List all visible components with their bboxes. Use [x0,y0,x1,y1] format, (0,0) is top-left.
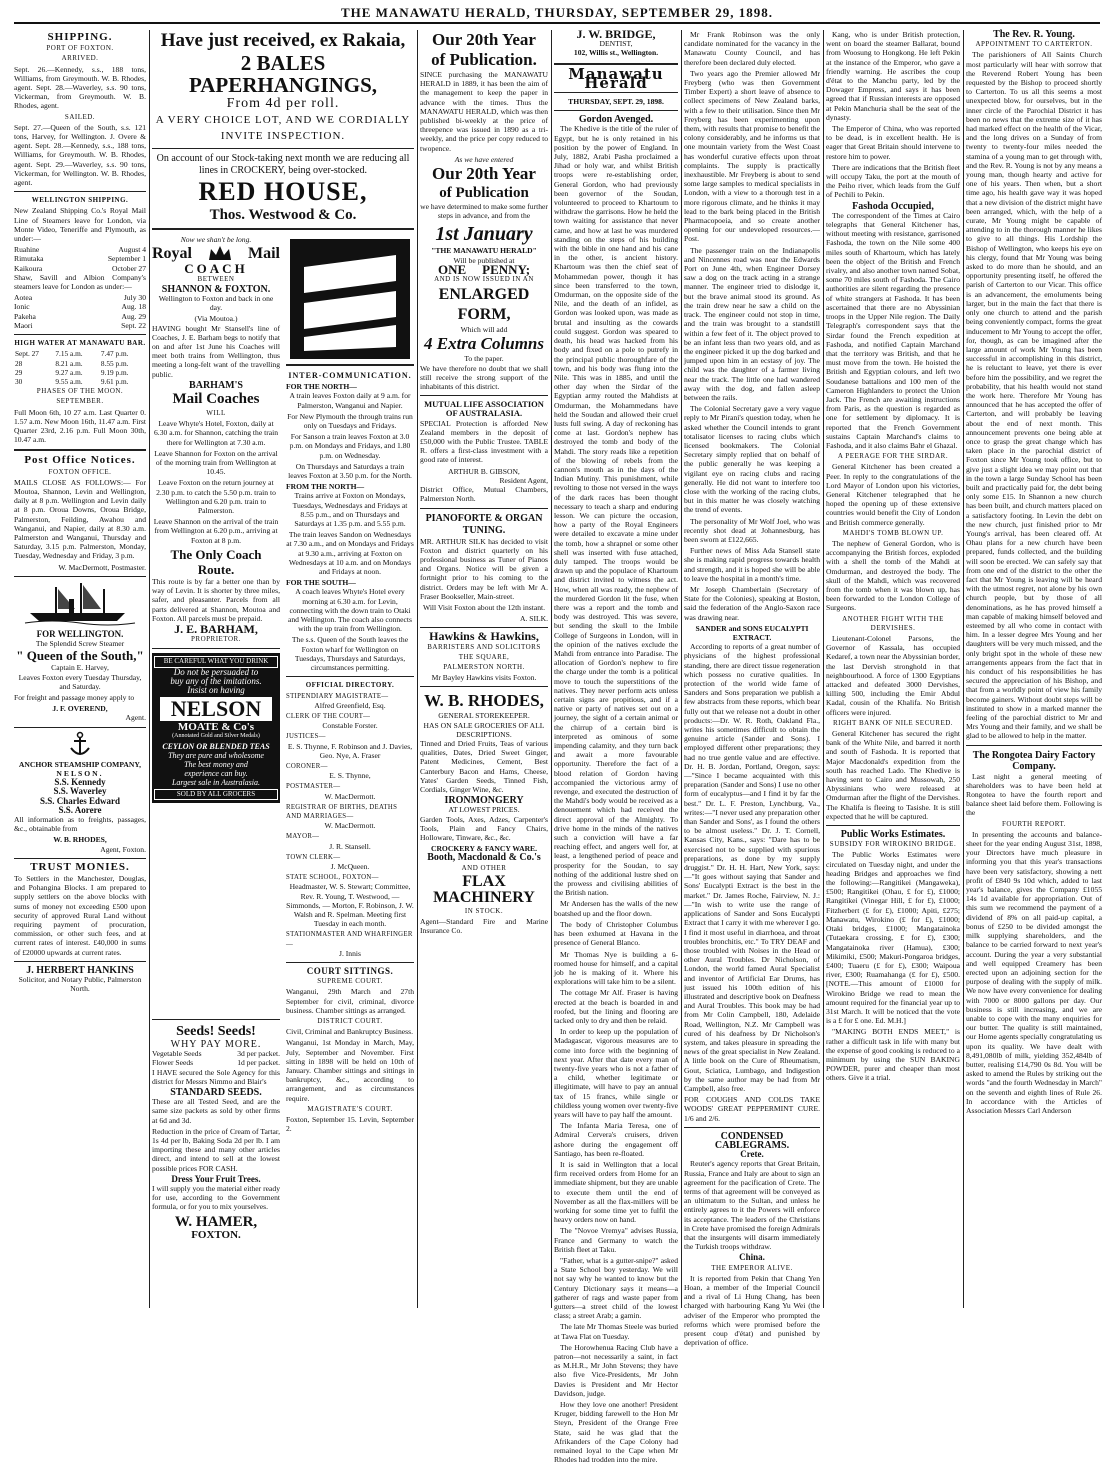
ship-name: Maori [14,320,33,330]
nelson-ad-l4: CEYLON OR BLENDED TEAS [162,741,270,751]
tide-am: 7.15 a.m. [55,349,83,359]
extra-columns: 4 Extra Columns [424,334,544,354]
which-add: Which will add [460,325,508,335]
general-store: GENERAL STOREKEEPER. [438,711,530,721]
masthead: Manawatu Herald [568,64,664,92]
north-3: For Sanson a train leaves Foxton at 3.0 p.m. on Mondays and Fridays, and 1.80 p.m. on Wednesday. [289,432,411,460]
nelson-ad-name: NELSON [160,697,272,721]
tide-title: HIGH WATER AT MANAWATU BAR. [14,339,146,348]
mahdi-text: The nephew of General Gordon, who is accompanying the British forces, exploded with a shell the tomb of the Mahdi at Omdurman, and destroyed the body. The skull of the Mahdi, which was recovered from the tomb when it was blown up, has been forwarded to the London College of Surgeons. [826,538,960,613]
list-item [152,1049,280,1058]
south-2: The s.s. Queen of the South leaves the Foxton wharf for Wellington on Tuesdays, Thursdays and Saturdays, circumstances permitting. [291,635,409,673]
ad-paperhangings: 2 BALES PAPERHANGINGS, [188,51,378,97]
ships2-list [14,293,146,330]
local-firm: It is said in Wellington that a local firm received orders from Home for an immediate shipment, but they are unable to execute them until the end of November as all the flax-millers will be working for some time yet to fulfil the heavy orders now on hand. [554,1159,678,1225]
will-label: WILL [206,409,226,418]
ship-name: Aotea [14,293,33,303]
woods-cure: FOR COUGHS AND COLDS TAKE WOODS' GREAT PEPPERMINT CURE. 1/6 and 2/6. [684,1095,820,1123]
list-item [14,312,146,321]
directory-value: J. Innis [339,948,361,958]
trust-title: TRUST MONIES. [30,860,130,873]
directory-label: CORONER— [286,762,328,770]
tide-pm: 9.19 p.m. [100,367,129,377]
tide-am: 8.21 a.m. [55,358,83,368]
ship-date: Aug. 18 [121,302,146,312]
infanta: The Infanta Maria Teresa, one of Admiral Cervera's cruisers, driven ashore during the engagement off Santiago, has been re-floated. [554,1121,678,1158]
agent-label: Agent. [125,713,146,723]
nelson-ad-l3: Insist on having [187,684,245,695]
silk-visit: Will Visit Foxton about the 12th instant. [422,602,546,612]
post-sign: W. MacDermott, Postmaster. [58,562,146,572]
fourth-title: FOURTH REPORT. [1002,819,1066,828]
via-label: (Via Moutoa.) [194,314,238,324]
tide-date: Sept. 27 [15,349,39,359]
ship-name: Rimutaka [14,254,44,264]
novoe: The "Novoe Vremya" advises Russia, France and Germany to watch the British fleet at Taku. [554,1226,678,1254]
in-stock: IN STOCK. [464,906,504,915]
column-cables [826,30,960,1308]
from-north-2: The train leaves Sandon on Wednesdays at 7.30 a.m., and on Mondays and Fridays at 9.30 a.m., arriving at Foxton on Wednesdays at 10 a.m. and on Mondays and Fridays at noon. [286,530,414,577]
from-north-1: Trains arrive at Foxton on Mondays, Tuesdays, Wednesdays and Fridays at 8.55 p.m., and on Thursdays and Saturdays at 1.35 p.m. and 5.55 p.m. [292,491,408,529]
directory-label: JUSTICES— [286,733,326,741]
directory-label: CLERK OF THE COURT— [286,712,371,720]
rhodes-name: W. B. RHODES, [53,835,107,845]
ship-date: Sept. 22 [121,320,146,330]
mc3: Leave Foxton on the return journey at 2.30 p.m. to catch the 5.50 p.m. train to Wellington and 6.20 p.m. train to Palmerston. [156,478,276,516]
taku: There are indications that the British fleet will occupy Taku, the port at the mouth of the Peiho river, which leads from the Gulf of Pechili to Pekin. [826,162,960,200]
hankins-name: J. HERBERT HANKINS [26,964,134,976]
only-text: This route is by far a better one than by way of Levin. It is shorter by three miles, safer, and pleasanter. Parcels from all parts delivered at Shannon, Moutoa and Foxton. All parcels must be prepaid. [152,576,280,623]
directory-label: MAYOR— [286,833,320,841]
will-pub: Will be published at [453,255,515,265]
china-title: China. [739,1252,765,1263]
racing: The Horowhenua Racing Club have a patron—not necessarily a saint, in fact as M.H.R., Mr John Stevens; they have also five Vice-Presidents, Mr John Davies is President and Mr Hector Davidson, judge. [554,1342,678,1398]
seeds-title: Seeds! Seeds! [176,1024,256,1039]
freight-text: For freight and passage money apply to [14,692,135,702]
tide-date: 30 [15,376,23,386]
hamer-name: W. HAMER, [174,1213,258,1230]
directory-value: E. S. Thynne, [329,771,371,781]
ironmongery: IRONMONGERY [444,795,524,807]
column-shipping [14,30,146,1308]
only-route: The Only Coach Route. [170,546,262,577]
column-herald-notice [420,30,548,1308]
moon-text: Full Moon 6th, 10 27 a.m. Last Quarter 0. 1.57 a.m. New Moon 16th, 11.47 a.m. First Quarter 23rd, 2.16 p.m. Full Moon 30th, 10.47 a.m. [14,407,146,445]
dentist: DENTIST, [599,39,633,49]
madagascar: In order to keep up the population of Madagascar, vigorous measures are to come into force with the beginning of next year. After that date every man of twenty-five years who is not a father of a child, whether legitimate or illegitimate, will have to pay an annual tax of 15 francs, while single or childless young women over twenty-five years will have to pay half the amount. [554,1027,679,1119]
nelson-ad-l5: They are pure and wholesome [168,750,264,760]
sale-text: HAS ON SALE GROCERIES OF ALL DESCRIPTIONS. [423,720,545,739]
standard-seeds: STANDARD SEEDS. [170,1087,262,1099]
piano-title: PIANOFORTE & ORGAN TUNING. [425,512,543,536]
and-other: AND OTHER [461,863,507,872]
ships-list [14,245,146,273]
one-label: ONE [437,261,467,277]
directory-label: TOWN CLERK— [286,853,341,861]
gutter: "Father, what is a gutter-snipe?" asked a State School boy yesterday. We will not say why he wanted to know but the Century Dictionary says it means—a gatherer of rags and waste paper from gutters—a street child of the lowest class; a street Arab; a gamin. [554,1256,678,1321]
district-text2: Wanganui, 1st Monday in March, May, July, September and November. First sitting in 1898 will be held on 10th of January. Chamber sittings and sittings in bankruptcy, &c., according to arrangement, and as circumstances require. [286,1038,414,1103]
coach-text: Wellington to Foxton and back in one day. [158,294,274,313]
square: THE SQUARE, [458,652,510,661]
column-advertisements [152,30,414,1308]
list-item [14,245,146,254]
crockery: CROCKERY & FANCY WARE. [430,844,538,854]
barham-label: BARHAM'S [189,379,243,391]
rev-text: The parishioners of All Saints Church most particularly will hear with sorrow that the Reverend Robert Young has been requested by the Bishop to proceed shortly to Carterton. To us all this seems a most unexpected blow, for ourselves, but in the inner circle of the Parochial District it has been no news that the extreme size of it has had marked effect on the health of the Vicar, and the long drives on a Sunday of from twenty to twenty-four miles needed the stamina of a young man to get through with, and the Rev. R. Young is not by any means a young man, though hearty and active for one of his years. Then when, but a short time ago, his health gave way it was hoped that a new division of the district might have been arranged, which, with the help of a curate, Mr Young might be capable of attending to in the thorough manner he likes to give to all things. His Lordship the Bishop of Wellington, who keeps his eye on his clergy, found that Mr Young was being asked to do more than he should, and an opportunity presenting itself, he offered the parish of Carterton to our Vicar. This office is an advancement, the emoluments being larger, but in the main the fact that there is only one church to attend and the parish being conveniently compact, forms the great inducement to Mr Young to accept the offer, for, though, as can be imagined after the large amount of work Mr Young has been successful in accomplishing in this district, he is reluctant to leave, yet there is ever before him the possibility, and we regret the probability, that his health would not stand the work here. Therefore Mr Young has announced that he has accepted the offer of Carterton, and will probably be leaving about the end of next month. This announcement prevents one being able at once to grasp the great change which has taken place in the parochial district of Foxton since Mr Young took office, but to give just a slight idea we may point out that in the town a large Sunday School has been built and practically paid for, the debt being only some £15. In Shannon a new church has been built, and church matters placed on a satisfactory footing. In Levin the debt on the new church, just finished prior to Mr Young's arrival, has been cleared off. At Ohau plans for a new church have been prepared, funds collected, and the building will soon be erected. We can safely say that from one end of the district to the other the fact that Mr Young is leaving will be heard with the utmost regret, not alone by his own church people, but by those of all denominations, as he has proved himself a man capable of making himself beloved and esteemed by all who come in contact with him. In a lesser degree Mrs Young and her daughters will be very much missed, and the only bright spot in the whole of these new arrangements appears from the fact that in his conduct of his responsibilities he has secured the appreciation of his Bishop, and that from a worldly point of view his family become gainers. Without doubt steps will be instituted to show in a marked manner the feeling of the parochial district to Mr and Mrs Young and their family, and we shall be glad to be allowed to help in the matter. [966,50,1102,741]
andersen: Mr Andersen has the walls of the new boatshed up and the floor down. [554,899,678,918]
our20-title-2: Our 20th Year [432,164,536,184]
proprietor: PROPRIETOR. [191,635,241,644]
of-publication: of Publication. [431,50,537,69]
moon-sub: SEPTEMBER. [56,397,104,406]
colonial: The Colonial Secretary gave a very vague reply to Mr Pirani's question today, when he asked whether the Council intends to grant totalisator licenses to racing clubs which licensed bookmakers. The Colonial Secretary simply replied that on behalf of the public generally he was keeping a vigilant eye on racing clubs and racing generally. He did not want to interfere too close with the working of the racing clubs, but in this matter he was closely watching the trend of events. [684,404,820,515]
first-january: 1st January [435,223,533,246]
seed-price: 3d per packet. [237,1049,280,1059]
cottage: The cottage Mr Alf. Fraser is having erected at the beach is boarded in and roofed, but the lining and flooring are tacked only to dry and then be relaid. [554,988,678,1025]
mahdi-title: MAHDI'S TOMB BLOWN UP. [842,528,944,537]
entered: As we have entered [454,154,514,164]
tailor-logo [290,239,410,359]
fleet-list [14,778,146,815]
shipping-title: SHIPPING. [47,31,113,43]
list-item [14,254,146,263]
emperor-health: The Emperor of China, who was reported to be dead, is in excellent health. He is eager that Great Britain should intervene to restore him to power. [826,124,960,161]
kruger: How they love one another! President Kruger, bidding farewell to the Hon Mr Steyn, President of the Orange Free State, said he was glad that the Afrikanders of the Cape Colony had remained loyal to the Cape when Mr Rhodes had trodden into the mire. [554,1400,678,1464]
anchor-icon [14,732,146,760]
another-text: Lieutenant-Colonel Parsons, the Governor of Kassala, has occupied Kedaref, a town near the Abyssinian border, the last Dervish stronghold in that neighbourhood. A force of 1300 Egyptians attacked and defeated 3000 Dervishes, killing 500, including the Emir Abdul Kadal, cousin of the Khalifa. No British officers were injured. [826,634,960,717]
flax-machinery: FLAX MACHINERY [433,872,535,906]
stansell: Further news of Miss Ada Stansell state she is making rapid progress towards health and strength, and it is hoped she will be able to leave the hospital in a month's time. [684,546,820,583]
directory-value: J. McQueen. [330,861,370,871]
public-title: Public Works Estimates. [840,829,946,841]
agent-name: J. F. OVEREND, [52,704,108,714]
ship-date: October 27 [112,263,146,273]
supreme-text: Wanganui, 29th March and 27th September for civil, criminal, divorce business. Chamber sittings as arranged. [286,987,414,1015]
penny-label: PENNY; [482,261,531,277]
gibson: ARTHUR B. GIBSON, [448,466,520,476]
list-item [14,321,146,330]
column-local [966,30,1102,1308]
rhodes-agent: Agent, Foxton. [100,844,146,854]
directory-label: STATE SCHOOL, FOXTON— [286,874,379,882]
gibson-sub: Resident Agent, [499,475,548,485]
gordon-title: Gordon Avenged. [578,114,654,126]
right-text: General Kitchener has secured the right bank of the White Nile, and barred it north and south of Fashoda. It is reported that Major Macdonald's expedition from the south has reached Lado. The Khedive is having sent to Cairo and Mussowah, 250 Abyssinians who were released at Omdurman after the flight of the Dervishes. The Khalifa is fleeing to Tasishe. It is still expected that he will be captured. [826,729,960,821]
dress-title: Dress Your Fruit Trees. [171,1173,261,1184]
tools-text: Garden Tools, Axes, Adzes, Carpenter's Tools, Plain and Fancy Chairs, Holloware, Tinware, &c., &c. [420,814,548,842]
wellington-shipping-text: New Zealand Shipping Co.'s Royal Mail Line of Steamers leave for London, via Monte Video, Teneriffe and Plymouth, as under:— [14,206,146,244]
page-header [14,4,1100,24]
district-text: Civil, Criminal and Bankruptcy Business. [286,1027,413,1037]
directory-label: STIPENDIARY MAGISTRATE— [286,692,389,700]
ship-icon [14,581,146,627]
table-row [14,377,146,386]
public-text: The Public Works Estimates were circulated on Tuesday night, and under the heading Bridges and approaches we find the following:—Rangitikei (Mangaweka), £500; Rangitikei (Ohau, £ for £), £1000; Rangitikei (Vinegar Hill, £ for £), £1000; Fitzherbert (£ for £), £1000; Apiti, £275; Manawatu, Wirokino (£ for £), £1000; Otaki bridges, £1000; Mangatainoka (Tutaekara crossing, £ for £), £300; Mangatainoka river (Hamua), £300; Mikimiki, £500; Makuri-Pongaroa bridges, £400; Tuaeru (£ for £), £300; Waipoua river, £300; Ruamahanga (£ for £), £500. [NOTE.—This amount of £1000 for Wirokino Bridge we read to mean the amount required for the financial year up to 31st March. It will be noticed that the vote is a £ for £ one. Ed. M.H.] [826,850,960,1026]
making-ends: "MAKING BOTH ENDS MEET," is rather a difficult task in life with many but the expense of good cooking is reduced to a minimum by using the SUN BAKING POWDER, purer and cheaper than most others. Give it a trial. [826,1027,960,1083]
nelson-ad-top: BE CAREFUL WHAT YOU DRINK [154,656,278,667]
coach-ad [152,235,280,1135]
of-publication-2: of Publication [439,185,529,202]
fashoda-text: The correspondent of the Times at Cairo telegraphs that General Kitchener has, without meeting with resistance, garrisoned Fashoda, the town on the Nile some 400 miles south of Khartoum, which has lately been the object of the British and French rivalry, and also another town named Sobat, some 70 miles south of Fashoda. The Cairo authorities are silent regarding the presence of white strangers at Fashoda. It has been ascertained that there are no Abyssinian troops in the Upper Nile region. The Daily Telegraph's correspondent says that the Sirdar found the French expedition at Fashoda, and notified Captain Marchand that the territory was British, and that he must move from the town. He hoisted the British and Egyptian colours, and left two Soudanese battalions and 100 men of the Cameron Highlanders to protect the Union Jack. The French are awaiting instructions from Paris, as the question is regarded as one for settlement by diplomacy. It is reported that the French Government sustains Captain Marchand's claims to Fashoda, and it also claims Bahr el Ghazal. [826,210,960,450]
arrived-label: ARRIVED. [61,54,99,63]
ad-choice: A VERY CHOICE LOT, AND WE CORDIALLY INVITE INSPECTION. [155,114,411,142]
now-issued: AND IS NOW ISSUED IN AN [434,275,534,284]
nelson-ad-l1: Do not be persuaded to [173,666,259,677]
north-label: FOR THE NORTH— [286,382,357,392]
from-north-label: FROM THE NORTH— [286,482,365,492]
thomas: Mr Thomas Nye is building a 6-roomed house for himself, and a capital job he is making of it. Where his explorations will take him to be a silent. [554,949,678,987]
column-editorial [554,27,679,1464]
mutual-title: MUTUAL LIFE ASSOCIATION OF AUSTRALASIA. [424,399,544,419]
mail-coaches: Mail Coaches [172,391,260,408]
header-title: THE MANAWATU HERALD, THURSDAY, SEPTEMBER 29, 1898. [340,5,774,20]
ship-date: July 30 [123,293,146,303]
red-house: RED HOUSE, [198,177,368,206]
gibson-office: District Office, Mutual Chambers, Palmerston North. [420,485,548,504]
silk-sign: A. SILK. [519,614,548,624]
seed-text: I HAVE secured the Sole Agency for this district for Messrs Nimmo and Blair's [152,1067,280,1086]
seed-rows [152,1049,280,1067]
nelson-ad-moate: MOATE & Co's [177,721,255,734]
inter-title: INTER-COMMUNICATION. [288,371,412,380]
district-title: DISTRICT COURT. [317,1017,383,1025]
directory-label: STATIONMASTER AND WHARFINGER— [286,931,413,948]
south-label: FOR THE SOUTH— [286,578,356,588]
nelson-ad-l9: SOLD BY ALL GROCERS [154,789,278,800]
kang: Kang, who is under British protection, went on board the steamer Ballarat, bound from Woosung to Hongkong. He left Pekin at the instance of the Emperor, who gave a friendly warning. He ascribes the coup d'état to the Manchu party, led by the Dowager Empress, and says it has been agreed that if Russian interests are opposed at Pekin Manchuria shall be the seat of the dynasty. [826,30,960,122]
right-title: RIGHT BANK OF NILE SECURED. [832,718,954,727]
north-2: For New Plymouth the through trains run only on Tuesdays and Fridays. [287,411,413,431]
hawkins: Hawkins & Hawkins, [429,629,539,644]
booth: Booth, Macdonald & Co.'s [427,852,541,864]
since-text: SINCE purchasing the MANAWATU HERALD in 1889, it has been the aim of the management to keep the paper in advance with the times. Thus the MANAWATU HERALD, which was then published bi-weekly at the price of threepence was issued in 1890 as a tri-weekly, and the price per copy reduced to twopence. [420,70,548,153]
to-paper: To the paper. [464,354,504,364]
shaw-text: Shaw, Savill and Albion Company's steamers leave for London as under:— [14,272,146,292]
mc2: Leave Shannon for Foxton on the arrival of the morning train from Wellington at 10.45. [154,448,278,477]
ship-date: September 1 [107,254,146,264]
official-title: OFFICIAL DIRECTORY. [305,681,395,690]
nelson-ad-l7: experience can buy. [184,769,248,779]
mail-label: Mail [248,245,280,263]
leaves-text: Leaves Foxton every Tuesday Thursday, and Saturday. [18,672,142,691]
chamberlain: Mr Joseph Chamberlain (Secretary of State for the Colonies), speaking at Boston, said the federation of the Anglo-Saxon race was drawing near. [684,584,820,622]
tide-pm: 9.61 p.m. [100,376,129,386]
nelson-ad-l8: Largest sale in Australasia. [171,778,260,788]
fleet-ship: S.S. Aorere [58,804,102,815]
tide-am: 9.27 a.m. [55,367,83,377]
list-item [14,302,146,311]
court-title: COURT SITTINGS. [306,965,394,976]
seed-price: 1d per packet. [237,1058,280,1068]
peerage-title: A PEERAGE FOR THE SIRDAR. [837,452,949,461]
silk-text: MR. ARTHUR SILK has decided to visit Foxton and district quarterly on his professional business as Tuner of Pianos and Organs. Notice will be given a fortnight prior to his coming to the district. Orders may be left with Mr A. Fraser Bookseller, Main-street. [420,536,548,601]
nelson-tea-ad [152,653,280,802]
directory-value: W. MacDermott. [324,791,376,801]
list-item [14,293,146,302]
ship-name: Kaikoura [14,263,43,273]
arrived-text: Sept. 26.—Kennedy, s.s., 188 tons, Williams, from Greymouth. W. B. Rhodes, agent. Sept. 28.—Waverley, s.s. 90 tons, Vickerman, from Greymouth. W. B. Rhodes, agent. [14,64,146,111]
bridge-address: 102, Willis st., Wellington. [573,48,659,58]
westwood: Thos. Westwood & Co. [209,207,357,223]
between-label: BETWEEN [197,274,235,283]
date-line: THURSDAY, SEPT. 29, 1898. [568,97,664,107]
coach-long: Now we shan't be long. [180,235,252,244]
coach-label: COACH [184,261,248,277]
mc1: Leave Whyte's Hotel, Foxton, daily at 6.30 a.m. for Shannon, catching the train there for Wellington at 7.30 a.m. [154,419,278,447]
directory-value: Constable Forster. [322,721,378,731]
captain: Captain E. Harvey, [51,663,109,673]
barristers: BARRISTERS AND SOLICITORS [427,642,541,651]
south-1: A coach leaves Whyte's Hotel every morning at 6.30 a.m. for Levin, connecting with the down train to Otaki and Wellington. The coach also connects with the up train from Wellington. [288,587,412,634]
directory-value: E. S. Thynne, F. Robinson and J. Davies, Geo. Nye, A. Fraser [287,741,413,760]
port-label: PORT OF FOXTON. [46,44,114,53]
post-title: Post Office Notices. [24,454,136,467]
queen-name: " Queen of the South," [16,648,144,664]
directory-list [286,692,414,958]
gordon-text: The Khedive is the title of the ruler of Egypt, but he is only retained in his position by the power of England. In July, 1882, Arabi Pasha proclaimed a Jihad or holy war, and whilst British troops were re-establishing order, General Gordon, who had previously been governor of the Soudan, volunteered to proceed to Khartoum to withdraw the garrisons. How he held the town waiting for assistance that never came, and how at last he was murdered standing on the steps of his building with the bible in one hand and his cane in the other, is ancient history. Khartoum was then the chief seat of Mohammedan power, though it has since been transferred to the town, Omdurman, on the opposite side of the Nile, and the death of an infidel, as Gordon was looked upon, was made as brutal and insulting as the cowards could suggest. Gordon was speared to death, his head was hacked from his body and fixed on a pole to putrefy in the principal public thoroughfare of the town, and his body was flung into the Nile. This was in 1885, and until the other day when the Sirdar of the Egyptian army routed the Mahdists at Omdurman, the Mohammedans have held the Soudan and allowed their cruel lusts full swing. A day of reckoning has come at last. Gordon's nephew has destroyed the tomb and body of the Mahdi. The story reads like a repetition of the blowing of rebels from the cannon's mouth as in the days of the Indian Mutiny. This punishment, while revolting to those not versed in the ways of the dark races has been thought necessary to teach a sharp and enduring lesson. We can picture the occasion, how a party of the Royal Engineers were detailed to excavate a mine under the tomb, how a shrapnel or some other shell was inserted with fuse attached, duly tamped. The troops would be drawn up and the populace of Khartoum and district invited to witness the act. How, when all was ready, the nephew of the murdered Gordon lit the fuse, when there was a report and the tomb and body was destroyed. This was severe, but sending the skull to the Imbile College of Surgeons in London, will in the opinion of the natives exclude the Mahdi from entrance into Paradise. The allocation of Gordon's nephew to fire the charge under the tomb is a political move to touch the superstitions of the natives. They never perform acts unless certain signs are propitious, and if a native or party of natives set out on a journey, the sight of a certain animal or the chirrup of a certain bird is interpreted as ominous of some impending calamity, and they turn back and await a more favourable opportunity. Therefore the fact of a blood relation of Gordon having accompanied the victorious army of revenge, and executed the destruction of the Mahdi's body would be received as a denouement which had received the direct approval of the Almighty. To drive home in the minds of the natives such a conviction will have a far reaching effect, and angers well for, at least, a lengthened period of peace and prosperity for the Soudan, to say nothing of the additional lustre shed on the prowess and civilising abilities of the British nation. [554,124,678,898]
anchor-company: ANCHOR STEAMSHIP COMPANY, [18,759,142,769]
enlarged: ENLARGED FORM, [438,286,530,324]
column-news [684,30,820,1348]
palmerston: PALMERSTON NORTH. [443,662,525,671]
robinson: Mr Frank Robinson was the only candidate nominated for the vacancy in the Manawatu County Council, and has therefore been declared duly elected. [684,30,820,67]
fleet-ship: S.S. Kennedy [54,777,106,788]
directory-label: REGISTRAR OF BIRTHS, DEATHS AND MARRIAGES— [286,803,398,820]
dress-text: I will supply you the material either ready for use, according to the Government formula, or for you to mix yourselves. [152,1184,280,1212]
joel: The personality of Mr Wolf Joel, who was recently shot dead at Johannesburg, has been sworn at £122,665. [684,516,820,544]
post-sub: FOXTON OFFICE. [48,467,112,476]
mag-text: Foxton, September 15. Levin, September 2. [286,1115,414,1134]
determined: we have determined to make some further steps in advance, and from the [420,202,548,221]
seed-type: Flower Seeds [152,1058,194,1068]
table-row [14,359,146,368]
nelson-ad-l6: The best money and [184,759,248,769]
tailor-ad [286,235,414,1135]
tide-am: 9.55 a.m. [55,376,83,386]
bridge-name: J. W. BRIDGE, [576,27,656,41]
directory-label: POSTMASTER— [286,783,341,791]
wb-rhodes: W. B. RHODES, [424,691,544,711]
our20-title: Our 20th Year [432,30,536,49]
nelson-ad-l2: buy any of the imitations. [170,675,262,686]
north-4: On Thursdays and Saturdays a train leaves Foxton at 3.50 p.m. for the North. [288,461,412,481]
ship-name: Ionic [14,302,30,312]
hankins-sub: Solicitor, and Notary Public, Palmerston North. [18,975,142,994]
table-row [14,368,146,377]
wellington-for: FOR WELLINGTON. [36,628,124,639]
sander-title: SANDER and SONS EUCALYPTI EXTRACT. [695,623,809,642]
table-row [14,349,146,358]
agent-fire: Agent—Standard Fire and Marine Insurance Co. [420,917,548,936]
directory-value: W. MacDermott. [324,821,376,831]
royal-label: Royal [152,245,192,263]
crete-title: Crete. [740,1149,764,1160]
ad-stock: On account of our Stock-taking next month we are reducing all lines in CROCKERY, being over-stocked. [156,153,410,176]
sailed-label: SAILED. [64,112,96,121]
list-item [152,1058,280,1067]
rev-title: The Rev. R. Young. [993,29,1075,40]
tide-date: 29 [15,367,23,377]
emperor-title: THE EMPEROR ALIVE. [711,1263,793,1272]
seed-tested: These are all Tested Seed, and are the same size packets as sold by other firms at 6d and 3d. [152,1097,280,1125]
steele: The late Mr Thomas Steele was buried at Tawa Flat on Tuesday. [554,1322,678,1341]
directory-value: Headmaster, W. S. Stewart; Committee, Rev. R. Young, T. Westwood, — Simmonds, — Morton, F. Robinson, J. W. Walsh and R. Spelman. Meeting first Tuesday in each month. [286,882,414,929]
freyberg: Two years ago the Premier allowed Mr Freyberg (who was then Government Timber Expert) a short leave of absence to collect specimens of New Zealand barks, with a few to their utilisation. Since then Mr Freyberg has been experimenting upon them, with results that promise to benefit the colony considerably, and he informs us that one mountain variety from the West Coast has wonderful curative effects upon throat complaints. The supply is practically inexhaustible. Mr Freyberg is about to send some large samples to medical specialists in London, with a view to a thorough test in a more rigorous climate, and he thinks it may lead to the bark being placed in the British Pharmacopoeia, and so create another opening for our undeveloped resources.—Post. [684,68,820,244]
herald-name: "THE MANAWATU HERALD" [431,246,537,256]
directory-value: J. R. Stansell. [329,841,371,851]
shannon-foxton: SHANNON & FOXTON. [161,283,271,295]
emperor-text: It is reported from Pekin that Chang Yen Hoan, a member of the Imperial Council and a rival of Li Hung Chang, has been charged with harbouring Kang Yu Wei (the adviser of the Emperor who prompted the reforms which were promised before the present coup d'état) and punished by deprivation of office. [684,1273,820,1348]
sander-text: According to reports of a great number of physicians of the highest professional standing, there are direct tissue regeneration which possess no curative qualities. In protection of the world wide fame of Sanders and Sons preparation we publish a few abstracts from these reports, which bear fully out that we release not a doubt in other products:—Dr. W. R. Roth, Oakland Fla., writes his sometimes difficult to obtain the genuine article (Sander and Sons). I employed different other preparations; they had no true gentle value and are effective. Dr. H. B. Jordan, Portland, Oregon, says:—"Since I became acquainted with this preparation (Sander and Sons) I use no other form of eucalyptus—and I find it by far the best." Dr. L. F. Preston, Lynchburg, Va., writes:—"I never used any preparation other than Sander and Sons', as I found the others to be almost useless." Dr. J. T. Cornell, Kansas City, Kans., says: "Dare has to be exercised not to be supplied with spurious preparations, as done by my supply druggist." Dr. H. H. Hart, New York, says:—"It goes without saying that Sander and Sons' Eucalypti Extract is the best in the market." Dr. James Roche, Fairview, N. J.:—"In wish to write use the range of applications of Sander and Sons Eucalypti Extract that I carry it with me wherever I go. I find it most useful in diarrhoea, and throat troubles bronchitis, etc." To TRY DEAF and those troubled with Noises in the Head or other Aural Troubles. Dr Nicholson, of London, the world famed Aural Specialist and inventor of Artificial Ear Drums, has just issued his 100th edition of his illustrated and descriptive book on Deafness and Aural Troubles. This book may be had from Mr Colin Campbell, 180, Adelaide Road, Wellington, N.Z. Mr Campbell was cured of his deafness by Dr Nicholson's system, and takes pleasure in spreading the news of the great specialist in New Zealand. A little book on the Cure of Rheumatism, Gout, Sciatica, Lumbago, and Indigestion by the same author may be had from Mr Campbell, also free. [684,642,820,1093]
tinned-text: Tinned and Dried Fruits, Teas of various qualities, Dates, Dried Sweet Ginger, Patent Medicines, Cement, Best Canterbury Bacon and Hams, Cheese, Yates' Garden Seeds, Tinned Fish, Cordials, Ginger Wine, &c. [420,738,548,794]
subsidy-title: SUBSIDY FOR WIROKINO BRIDGE. [829,840,957,849]
directory-value: Alfred Greenfield, Esq. [314,700,386,710]
ad-price: From 4d per roll. [226,96,340,111]
columbus: The body of Christopher Columbus has been exhumed at Havana in the presence of General Blanco. [554,919,678,948]
fleet-ship: S.S. Charles Edward [39,795,120,806]
bayley: Mr Bayley Hawkins visits Foxton. [431,673,537,683]
sailed-text: Sept. 27.—Queen of the South, s.s. 121 tons, Harvey, for Wellington. J. Overe & agent. Sept. 28.—Kennedy, s.s., 188 tons, Williams, for Greymouth. W. B. Rhodes, agent. Sept. 29.—Waverley, s.s. 90 tons, Vickerman, for Wellington. W. B. Rhodes, agent. [14,122,146,188]
ship-date: Aug. 29 [121,311,146,321]
another-title: ANOTHER FIGHT WITH THE DERVISHES. [842,614,944,632]
reduction: Reduction in the price of Cream of Tartar, 1s 4d per lb, Baking Soda 2d per lb. I am importing these and many other articles direct, and intend to sell at the lowest possible prices FOR CASH. [152,1126,280,1173]
info-text: All information as to freights, passages, &c., obtainable from [14,815,146,834]
wellington-shipping-title: WELLINGTON SHIPPING. [31,196,129,205]
nelson-ad-blend: (Annotated Gold and Silver Medals) [172,733,260,740]
lowest: AT LOWEST PRICES. [448,805,520,815]
ad-rakaia-head: Have just received, ex Rakaia, [160,30,406,51]
why-pay: WHY PAY MORE. [170,1039,262,1050]
moon-title: PHASES OF THE MOON. [36,387,124,396]
post-text: MAILS CLOSE AS FOLLOWS:— For Moutoa, Shannon, Levin and Wellington, daily at 8 p.m. Wellington and Levin daily at 8 p.m. Oroua Downs, Oroua Bridge, Palmerston, Feilding, Awahou and Wanganui, and Napier, daily at 8.30 a.m. Palmerston and Wanganui, Thursday and Saturday, 3.15 p.m. Palmerston, Monday, Tuesday, Wednesday and Friday, 3 p.m. [14,477,146,561]
north-1: A train leaves Foxton daily at 9 a.m. for Palmerston, Wanganui and Napier. [289,391,411,410]
steamer-label: The Splendid Screw Steamer [35,639,125,649]
ship-name: Ruahine [14,245,40,255]
fourth-text: In presenting the accounts and balance-sheet for the year ending August 31st, 1898, your Directors have much pleasure in informing you that this year's transactions have been very satisfactory, showing a nett profit of £840 9s 10d which, added to last year's balance, gives the Company £1055 14s 1d available for appropriation. Out of this sum we recommend the payment of a dividend of 8% on all paid-up capital, a bonus of £250 to be divided amongst the milk supplying shareholders, and the balance to be carried forward to next year's account. During the year a very substantial and well equipped Creamery has been erected upon an adjoining section for the purpose of dealing with the supply of milk. We now have every convenience for dealing with 7000 or 8000 gallons per day. Our business is still increasing, and we are unable to cope with the many enquiries for our butter. The quality is still maintained, our Home agents specially congratulating us upon its quality. We have dealt with 8,491,080lb of milk, yielding 352,484lb of butter, realising £14,790 0s 8d. You will be asked to amend the Rules by striking out the words "and the fourth Wednesday in March" on the seventh and eighth lines of Rule 26. In accordance with the Articles of Association Messrs Carl Anderson [966,829,1102,1115]
list-item [14,264,146,273]
seeds-ad [152,1015,280,1240]
special-text: SPECIAL Protection is afforded New Zealand members in the deposit of £50,000 with the Public Trustee. TABLE R. offers a first-class investment with a good rate of interest. [420,418,548,465]
having-text: HAVING bought Mr Stansell's line of Coaches, J. E. Barham begs to notify that on and after 1st June his Coaches will meet both trains from Wellington, thus meeting a long-felt want of the travelling public. [152,323,280,379]
rongotea-text: Last night a general meeting of shareholders was to have been held at Rongotea to have the fourth report and balance sheet laid before them. Following is the [966,771,1102,818]
seed-type: Vegetable Seeds [152,1049,202,1059]
tide-table [14,349,146,386]
tide-pm: 7.47 p.m. [100,349,129,359]
mag-title: MAGISTRATE'S COURT. [307,1104,393,1113]
appt-title: APPOINTMENT TO CARTERTON. [975,40,1093,49]
trust-text: To Settlers in the Manchester, Douglas, and Pohangina Blocks. I am prepared to supply settlers on the above blocks with sums of money not exceeding £500 upon security of approved Rural Land without requiring payment of procuration, commission, or other such fees, and at current rates of interest. £40,000 in sums of £20000 upwards at current rates. [14,874,146,957]
hamer-foxton: FOXTON. [191,1228,241,1241]
barham-name: J. E. BARHAM, [174,621,258,636]
tide-date: 28 [15,358,23,368]
doubt: We have therefore no doubt that we shall still receive the strong support of the inhabitants of this district. [420,363,548,392]
fleet-ship: S.S. Waverley [53,786,107,797]
rongotea-title: The Rongotea Dairy Factory Company. [972,749,1096,772]
supreme-title: SUPREME COURT. [317,977,383,986]
peerage-text: General Kitchener has been created a Peer. In reply to the congratulations of the Lord Mayor of London upon his victories, General Kitchener telegraphed that he hoped the opening up of these extensive countries would benefit the City of London and British commerce generally. [826,462,960,527]
ship-date: August 4 [118,245,146,255]
tide-pm: 8.55 p.m. [100,358,129,368]
ship-name: Pakeha [14,311,36,321]
nelson-label: NELSON. [56,769,104,778]
crete-text: Reuter's agency reports that Great Britain, Russia, France and Italy are about to sign an agreement for the pacification of Crete. The terms of that agreement will be conveyed as an ultimatum to the Sultan, and unless he entirely agrees to it the Powers will enforce its acceptance. The leaders of the Christians in Crete have promised the foreign Admirals that the insurgents will disarm immediately the Turkish troops withdraw. [684,1159,820,1252]
dog-story: The passenger train on the Indianapolis and Nincennes road was near the Edwards Port on June 4th, when Engineer Dorsey saw a dog on the track acting in a strange manner. The engineer tried to dislodge it, but the brave animal stood its ground. As the train drew near he saw a child on the track. The engineer could not stop in time, and the train was brought to a standstill within a few feet of it. The object proved to be an infant less than two years old, and as the engineer picked it up the dog barked and jumped upon him in an ecstasy of joy. The child was the daughter of a farmer living near the track. The little one had wandered away with the dog, and fallen asleep between the rails. [684,245,820,402]
fashoda-title: Fashoda Occupied, [852,200,934,212]
cond-title: CONDENSED CABLEGRAMS. [714,1130,790,1151]
mc4: Leave Shannon on the arrival of the train from Wellington at 6.20 p.m., arriving at Foxton at 8 p.m. [153,517,279,545]
